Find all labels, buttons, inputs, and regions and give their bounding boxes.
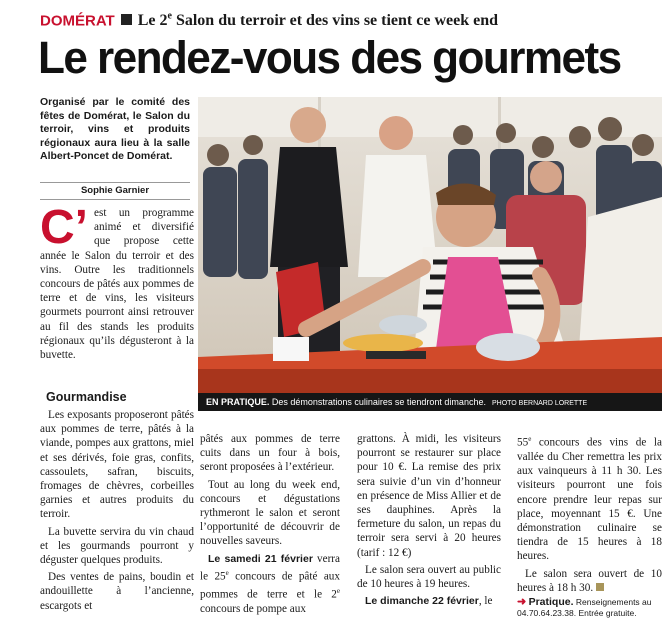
- kicker-subtitle-pre: Le 2: [137, 12, 168, 30]
- col1-para-2: La buvette servira du vin chaud et les gourmands pourront y déguster quelques produits.: [40, 525, 194, 567]
- column-3: [357, 432, 501, 611]
- col3-date: Le dimanche 22 février: [365, 595, 479, 608]
- col4-text-b: concours des vins de la vallée du Cher remettra les prix aux vainqueurs à 11 h 30. Les visiteurs pourront une fois encore prendre leur repas sur place, moyennant 15 €. Une démonstration culinaire se tiendra de 15 heures à 18 heures.: [517, 436, 662, 563]
- info-text: Renseignements au 04.70.64.23.38. Entrée gratuite.: [517, 597, 652, 618]
- caption-label: EN PRATIQUE.: [206, 397, 270, 407]
- photo-caption: [198, 393, 662, 411]
- col4-text-p2: Le salon sera ouvert de 10 heures à 18 h 30.: [517, 567, 662, 594]
- headline: Le rendez-vous des gourmets: [38, 32, 621, 83]
- col4-para-2: [517, 567, 662, 595]
- col2-date: Le samedi 21 février: [208, 552, 313, 565]
- col1-para-3: Des ventes de pains, boudin et andouillette à l’ancienne, escargots et: [40, 571, 194, 612]
- section-title: Gourmandise: [46, 390, 127, 404]
- col3-para-3: [357, 594, 501, 608]
- photo-illustration: [198, 97, 662, 393]
- col3-para-1: grattons. À midi, les visiteurs pourront se restaurer sur place pour 10 €. La remise des prix sera suivie d’un vin d’honneur en présence de Miss Allier et de ses dauphines. Après la fermeture du salon, un repas du terroir sera servi à 20 heures (tarif : 12 €): [357, 433, 501, 559]
- col2-text-b: concours de pâté aux pommes de terre et le 2: [200, 570, 340, 601]
- end-square-icon: [596, 583, 604, 591]
- col2-sup-2: e: [336, 586, 340, 595]
- column-2: [200, 432, 340, 619]
- kicker-subtitle-sup: e: [167, 11, 172, 22]
- column-1: [40, 408, 194, 616]
- caption-text: Des démonstrations culinaires se tiendront dimanche.: [269, 397, 486, 407]
- info-box: [517, 597, 665, 619]
- column-4: [517, 432, 662, 598]
- kicker: [40, 6, 660, 28]
- col2-para-3: [200, 552, 340, 616]
- chapo: Organisé par le comité des fêtes de Domérat, le Salon du terroir, vins et produits régionaux aura lieu à la salle Albert-Poncet de Domérat.: [40, 96, 190, 162]
- kicker-subtitle: [138, 12, 498, 29]
- col3-text-rest: , le: [478, 595, 493, 608]
- kicker-square-icon: [121, 14, 132, 25]
- col2-para-1: pâtés aux pommes de terre cuits dans un four à bois, seront proposées à l’extérieur.: [200, 433, 340, 474]
- col4-text-a: 55: [517, 436, 529, 449]
- col4-sup: e: [528, 435, 532, 443]
- author-byline: Sophie Garnier: [40, 182, 190, 200]
- photo: [198, 97, 662, 393]
- col2-para-2: Tout au long du week end, concours et dégustations rythmeront le salon et seront l’opportunité de découvrir de nouvelles saveurs.: [200, 478, 340, 548]
- info-label: Pratique.: [528, 596, 574, 608]
- col2-text-a: verra le 25: [200, 552, 340, 583]
- col3-para-2: Le salon sera ouvert au public de 10 heures à 19 heures.: [357, 563, 501, 591]
- col2-sup-1: e: [225, 568, 229, 577]
- lead-text: est un programme animé et diversifié que propose cette année le Salon du terroir et des vins. Outre les traditionnels concours de pâtés aux pommes de terre et de vins, les visiteurs gourmets pourront ainsi retrouver au fil des stands les produits régionaux qu’ils dégusteront à la buvette.: [40, 207, 194, 362]
- kicker-subtitle-post: Salon du terroir et des vins se tient ce week end: [171, 12, 499, 30]
- lead-paragraph: [40, 201, 194, 362]
- col1-para-1: Les exposants proposeront pâtés aux pommes de terre, pâtés à la viande, pompes aux grattons, miel et ses dérivés, foie gras, confits, cassoulets, safran, biscuits, fromages de chèvres, corbeilles garnies et autres produits du terroir.: [40, 409, 194, 521]
- col2-text-c: concours de pompe aux: [200, 602, 306, 615]
- kicker-location: DOMÉRAT: [40, 12, 115, 30]
- col4-para-1: [517, 432, 662, 564]
- caption-credit: PHOTO BERNARD LORETTE: [491, 400, 588, 407]
- arrow-right-icon: ➜: [517, 596, 527, 608]
- dropcap: C’: [40, 201, 88, 254]
